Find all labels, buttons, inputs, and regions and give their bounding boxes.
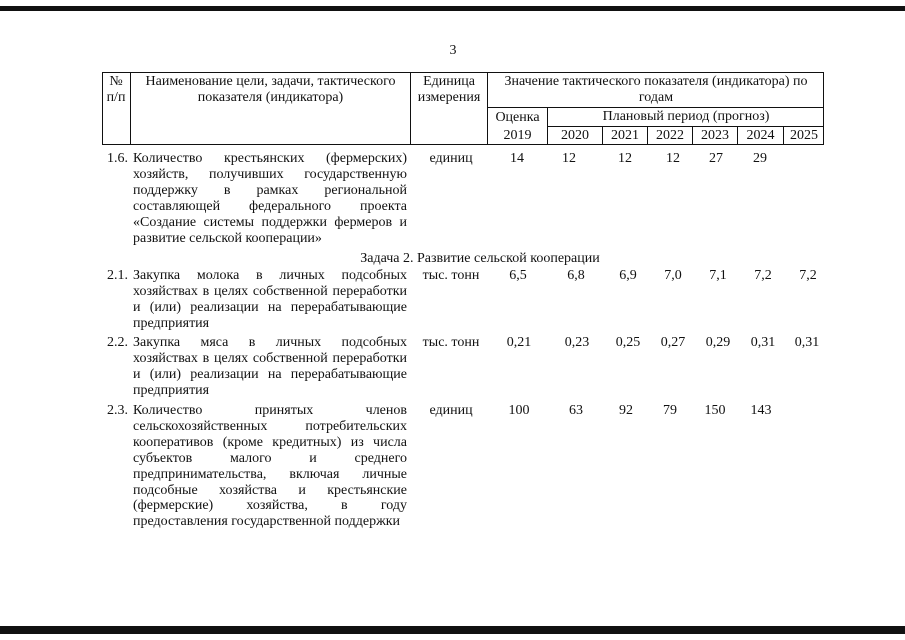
row-value: 100 (508, 403, 530, 418)
header-year: 2020 (561, 128, 589, 143)
row-name: Закупка мяса в личных подсобных хозяйствах в целях собственной переработки и (или) реализации на перерабатывающие предприятия (133, 335, 407, 398)
row-value: 0,25 (615, 335, 641, 350)
row-value: 0,27 (660, 335, 686, 350)
row-value: 12 (618, 151, 632, 166)
header-unit: Единица измерения (417, 74, 481, 105)
row-unit: тыс. тонн (422, 268, 480, 283)
row-value: 29 (753, 151, 767, 166)
row-value: 7,2 (754, 268, 772, 283)
row-value: 6,5 (509, 268, 527, 283)
row-value: 7,0 (664, 268, 682, 283)
row-name: Количество крестьянских (фермерских) хозяйств, получивших государственную поддержку в рамках региональной составляющей федерального проекта «Создание системы поддержки фермеров и развитие сельской кооперации» (133, 151, 407, 246)
top-rule (0, 6, 905, 11)
row-value: 6,8 (567, 268, 585, 283)
task-heading: Задача 2. Развитие сельской кооперации (360, 251, 600, 266)
header-divider (487, 107, 824, 108)
row-value: 0,29 (705, 335, 731, 350)
header-num: № п/п (106, 74, 126, 105)
row-name: Закупка молока в личных подсобных хозяйствах в целях собственной переработки и (или) реализации на перерабатывающие предприятия (133, 268, 407, 331)
row-value: 79 (663, 403, 677, 418)
row-value: 143 (750, 403, 772, 418)
row-unit: единиц (429, 151, 473, 166)
row-value: 0,31 (750, 335, 776, 350)
row-value: 92 (619, 403, 633, 418)
header-year: 2023 (701, 128, 729, 143)
header-estimate-year: 2019 (503, 128, 532, 143)
row-value: 12 (562, 151, 576, 166)
row-value: 6,9 (619, 268, 637, 283)
header-year: 2024 (746, 128, 775, 143)
row-value: 0,21 (506, 335, 532, 350)
row-value: 0,23 (564, 335, 590, 350)
header-value-group: Значение тактического показателя (индикатора) по годам (504, 74, 808, 105)
page-number: 3 (449, 43, 457, 58)
row-value: 27 (709, 151, 723, 166)
row-value: 14 (510, 151, 524, 166)
row-num: 2.3. (107, 403, 128, 418)
header-plan-period: Плановый период (прогноз) (602, 109, 770, 124)
row-num: 2.1. (107, 268, 128, 283)
row-value: 7,1 (709, 268, 727, 283)
header-divider (130, 72, 131, 145)
row-value: 63 (569, 403, 583, 418)
row-unit: единиц (429, 403, 473, 418)
row-value: 12 (666, 151, 680, 166)
header-estimate: Оценка (495, 110, 540, 125)
row-num: 1.6. (107, 151, 128, 166)
row-value: 7,2 (799, 268, 817, 283)
row-unit: тыс. тонн (422, 335, 480, 350)
row-num: 2.2. (107, 335, 128, 350)
header-year: 2021 (611, 128, 639, 143)
bottom-rule (0, 626, 905, 634)
header-year: 2022 (656, 128, 684, 143)
header-year: 2025 (790, 128, 818, 143)
row-value: 0,31 (794, 335, 820, 350)
row-value: 150 (704, 403, 726, 418)
row-name: Количество принятых членов сельскохозяйственных потребительских кооперативов (кроме кредитных) из числа субъектов малого и среднего предпринимательства, включая личные подсобные хозяйства и крестьянские (фермерские) хозяйства, в году предоставления государственной поддержки (133, 403, 407, 530)
header-name: Наименование цели, задачи, тактического показателя (индикатора) (145, 74, 396, 105)
